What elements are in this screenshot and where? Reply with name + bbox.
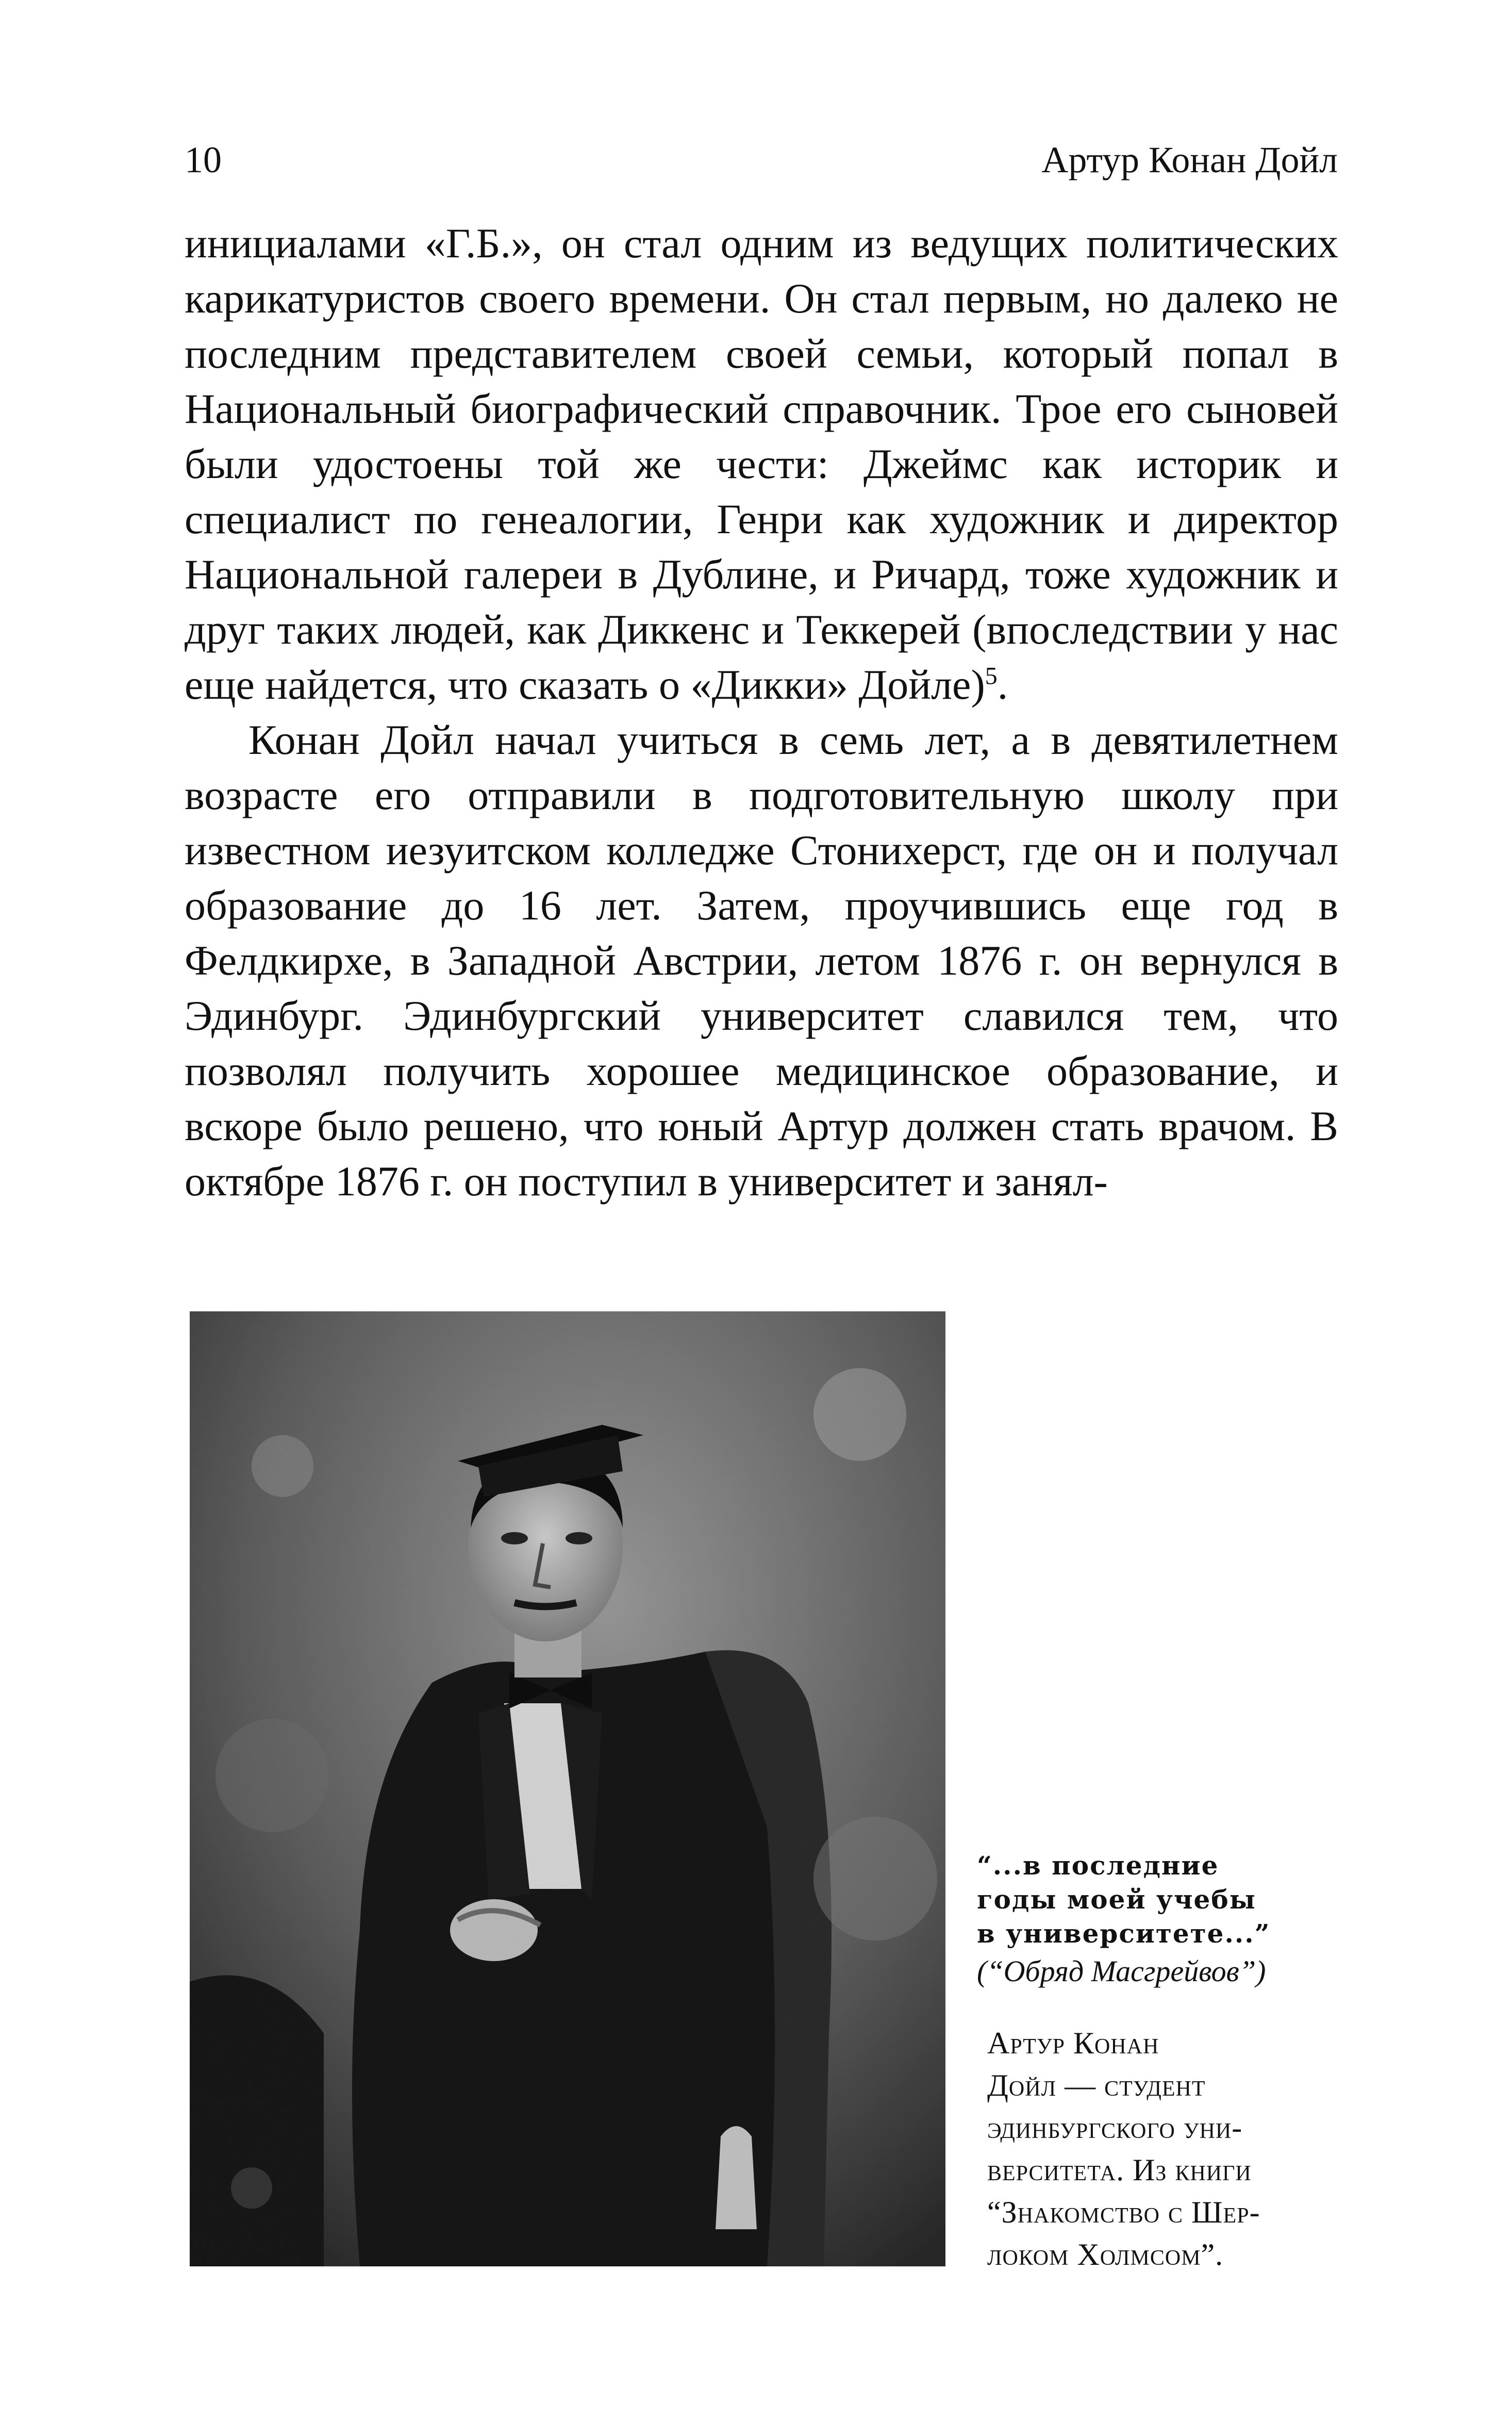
caption-description bbox=[977, 2022, 1348, 2276]
paragraph-1 bbox=[185, 216, 1338, 712]
caption-quote-line: в университете...” bbox=[977, 1918, 1271, 1949]
caption-description-line: локом Холмсом”. bbox=[987, 2237, 1224, 2272]
photo-caption bbox=[977, 1849, 1348, 2276]
paragraph-2: Конан Дойл начал учиться в семь лет, а в девятилетнем возрасте его отправили в подготовительную школу при известном иезуитском колледже Стонихерст, где он и получал образование до 16 лет. Затем, проучившись еще год в Фелдкирхе, в Западной Австрии, летом 1876 г. он вернулся в Эдинбург. Эдинбургский университет славился тем, что позволял получить хорошее медицинское образование, и вскоре было решено, что юный Артур должен стать врачом. В октябре 1876 г. он поступил в университет и занял- bbox=[185, 716, 1338, 1205]
caption-description-line: “Знакомство с Шер- bbox=[987, 2195, 1260, 2229]
caption-description-line: эдинбургского уни- bbox=[987, 2111, 1243, 2145]
caption-quote bbox=[977, 1849, 1348, 1951]
running-header bbox=[185, 137, 1338, 183]
paragraph-1-end: . bbox=[997, 661, 1008, 708]
caption-description-line: Дойл — студент bbox=[987, 2068, 1206, 2102]
paragraph-1-text: инициалами «Г.Б.», он стал одним из ведущих политических карикатуристов своего времени. Он стал первым, но далеко не последним представителем своей семьи, который попал в Национальный биографический справочник. Трое его сыновей были удостоены той же чести: Джеймс как историк и специалист по генеалогии, Генри как художник и директор Национальной галереи в Дублине, и Ричард, тоже художник и друг таких людей, как Диккенс и Теккерей (впоследствии у нас еще найдется, что сказать о «Дикки» Дойле) bbox=[185, 220, 1338, 708]
caption-quote-line: годы моей учебы bbox=[977, 1884, 1256, 1915]
caption-description-line: верситета. Из книги bbox=[987, 2153, 1252, 2187]
caption-quote-source: (“Обряд Масгрейвов”) bbox=[977, 1954, 1266, 1988]
portrait-photo-graphic bbox=[190, 1311, 945, 2266]
caption-quote-line: “...в последние bbox=[977, 1850, 1219, 1881]
body-text bbox=[185, 216, 1338, 1209]
page-number: 10 bbox=[185, 139, 222, 180]
running-title: Артур Конан Дойл bbox=[1041, 139, 1338, 180]
portrait-photo bbox=[190, 1311, 945, 2266]
footnote-reference: 5 bbox=[985, 662, 998, 690]
caption-description-line: Артур Конан bbox=[987, 2026, 1159, 2060]
